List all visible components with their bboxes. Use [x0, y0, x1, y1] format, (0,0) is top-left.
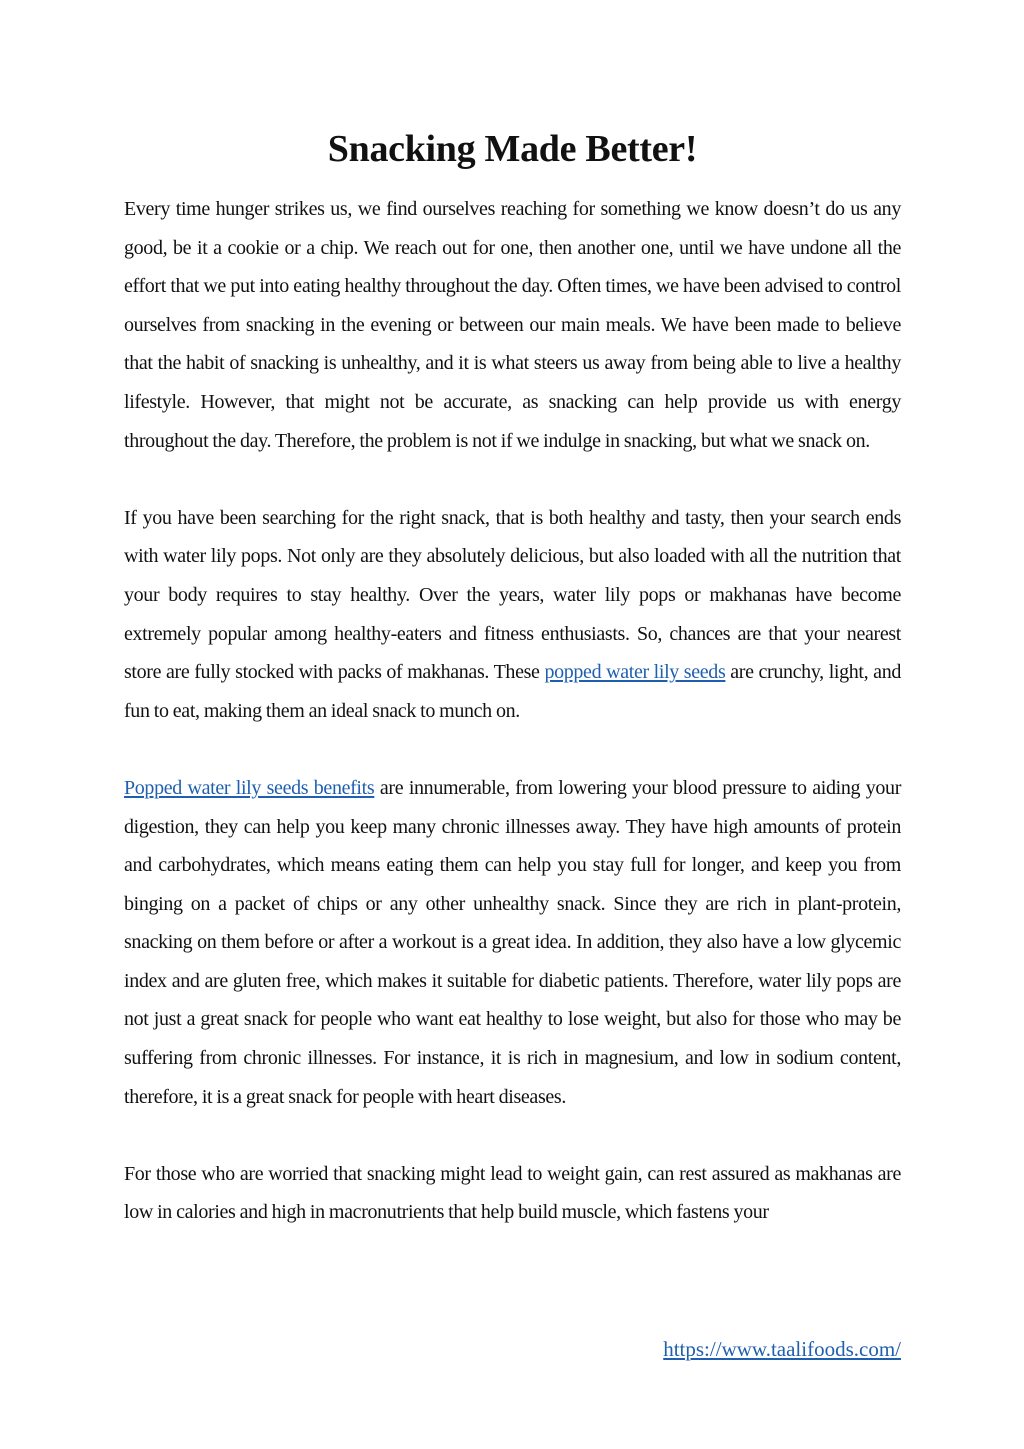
- paragraph-weight-gain: For those who are worried that snacking might lead to weight gain, can rest assured as makhanas are low in calories and high in macronutrients that help build muscle, which fastens your: [124, 1162, 901, 1224]
- popped-water-lily-seeds-benefits-link[interactable]: Popped water lily seeds benefits: [124, 776, 375, 799]
- paragraph-benefits: [124, 769, 901, 1116]
- paragraph-text: If you have been searching for the right snack, that is both healthy and tasty, then your search ends with water lily pops. Not only are they absolutely delicious, but also loaded with all the nutrition that your body requires to stay healthy. Over the years, water lily pops or makhanas have become extremely popular among healthy-eaters and fitness enthusiasts. So, chances are that your nearest store are fully stocked with packs of makhanas. These: [124, 506, 901, 684]
- article-body: [124, 190, 901, 1271]
- paragraph-text: are crunchy, light, and fun to eat, making them an ideal snack to munch on.: [124, 661, 901, 722]
- popped-water-lily-seeds-link[interactable]: popped water lily seeds: [544, 661, 726, 684]
- paragraph-water-lily-pops: [124, 499, 901, 731]
- paragraph-text: are innumerable, from lowering your blood pressure to aiding your digestion, they can help you keep many chronic illnesses away. They have high amounts of protein and carbohydrates, which means eating them can help you stay full for longer, and keep you from binging on a packet of chips or any other unhealthy snack. Since they are rich in plant-protein, snacking on them before or after a workout is a great idea. In addition, they also have a low glycemic index and are gluten free, which makes it suitable for diabetic patients. Therefore, water lily pops are not just a great snack for people who want eat healthy to lose weight, but also for those who may be suffering from chronic illnesses. For instance, it is rich in magnesium, and low in sodium content, therefore, it is a great snack for people with heart diseases.: [124, 776, 902, 1108]
- paragraph-intro: Every time hunger strikes us, we find ourselves reaching for something we know doesn’t do us any good, be it a cookie or a chip. We reach out for one, then another one, until we have undone all the effort that we put into eating healthy throughout the day. Often times, we have been advised to control ourselves from snacking in the evening or between our main meals. We have been made to believe that the habit of snacking is unhealthy, and it is what steers us away from being able to live a healthy lifestyle. However, that might not be accurate, as snacking can help provide us with energy throughout the day. Therefore, the problem is not if we indulge in snacking, but what we snack on.: [124, 198, 901, 452]
- footer-url-link[interactable]: https://www.taalifoods.com/: [663, 1337, 901, 1361]
- page-title: Snacking Made Better!: [327, 128, 698, 170]
